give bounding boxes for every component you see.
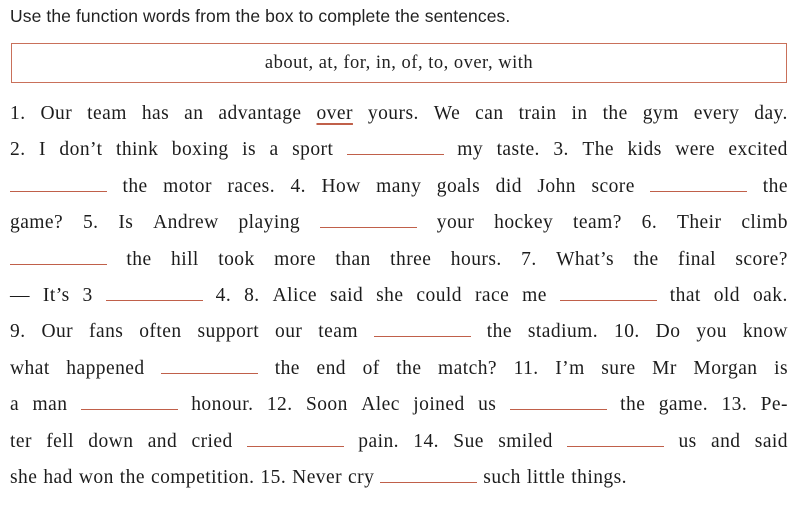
answer-blank[interactable] xyxy=(106,299,203,301)
word: 15. xyxy=(260,466,287,488)
word: us xyxy=(478,394,497,416)
word-box-text: about, at, for, in, of, to, over, with xyxy=(264,52,534,73)
word: cried xyxy=(191,430,233,452)
word: 12. xyxy=(266,394,293,416)
word: can xyxy=(475,103,504,124)
word: 7. xyxy=(521,248,537,270)
word: is xyxy=(774,357,788,379)
word: 10. xyxy=(614,321,640,343)
word: the xyxy=(126,248,152,270)
word: three xyxy=(390,248,432,270)
word: game? xyxy=(10,212,64,234)
word: pain. xyxy=(358,430,399,452)
word: 5. xyxy=(82,212,99,234)
word: races. xyxy=(227,175,276,197)
word: goals xyxy=(436,175,481,197)
word: 6. xyxy=(641,212,658,234)
word: did xyxy=(495,175,522,197)
word: race xyxy=(474,284,510,306)
text-line xyxy=(10,460,788,496)
word: than xyxy=(335,248,371,270)
word: I xyxy=(39,139,46,161)
word: know xyxy=(742,321,788,343)
word: the xyxy=(122,175,148,197)
word: has xyxy=(141,103,170,124)
word: stadium. xyxy=(527,321,599,343)
word: said xyxy=(754,430,788,452)
word: day. xyxy=(754,103,788,124)
word: fell xyxy=(46,430,74,452)
word: sure xyxy=(601,357,636,379)
word: old xyxy=(713,284,741,306)
answer-blank[interactable] xyxy=(567,445,664,447)
word: advantage xyxy=(218,103,302,124)
word: the xyxy=(633,248,659,270)
word: the xyxy=(396,357,422,379)
text-line xyxy=(10,242,788,278)
text-line xyxy=(10,314,788,350)
word: 9. xyxy=(10,321,26,343)
word: an xyxy=(184,103,204,124)
word: what xyxy=(10,357,50,379)
word: yours. xyxy=(367,103,419,124)
word: — xyxy=(10,284,30,306)
word: often xyxy=(139,321,182,343)
word: 3. xyxy=(553,139,569,161)
word: climb xyxy=(741,212,788,234)
text-line xyxy=(10,96,788,132)
word: me xyxy=(522,284,547,306)
word: 4. xyxy=(290,175,306,197)
word: I’m xyxy=(555,357,585,379)
word: end xyxy=(316,357,346,379)
word: Mr xyxy=(652,357,677,379)
word: We xyxy=(433,103,461,124)
word: Their xyxy=(677,212,722,234)
answer-blank[interactable] xyxy=(161,372,258,374)
answer-blank[interactable] xyxy=(81,408,178,410)
answer-blank[interactable] xyxy=(650,190,747,192)
word: support xyxy=(197,321,260,343)
text-line xyxy=(10,205,788,241)
word: down xyxy=(88,430,134,452)
text-line xyxy=(10,424,788,460)
answer-blank[interactable] xyxy=(374,335,471,337)
word: 2. xyxy=(10,139,26,161)
word: is xyxy=(242,139,257,161)
word: don’t xyxy=(59,139,103,161)
word: the xyxy=(602,103,628,124)
answer-blank[interactable] xyxy=(347,153,444,155)
word: match? xyxy=(438,357,498,379)
word: boxing xyxy=(171,139,229,161)
word: 3 xyxy=(82,284,93,306)
word: train xyxy=(518,103,557,124)
word: and xyxy=(710,430,741,452)
word: final xyxy=(678,248,716,270)
word: the xyxy=(486,321,512,343)
word-box xyxy=(11,43,787,83)
word: The xyxy=(582,139,615,161)
word: you xyxy=(696,321,727,343)
text-line xyxy=(10,351,788,387)
word: that xyxy=(669,284,701,306)
word: your xyxy=(436,212,475,234)
word: Alec xyxy=(361,394,400,416)
answer-blank[interactable] xyxy=(560,299,657,301)
word: 11. xyxy=(513,357,539,379)
word: sport xyxy=(292,139,334,161)
word: joined xyxy=(413,394,465,416)
exercise-instruction: Use the function words from the box to complete the sentences. xyxy=(10,6,511,26)
word: my xyxy=(457,139,484,161)
word: How xyxy=(321,175,361,197)
word: competition. xyxy=(150,466,255,488)
word: the xyxy=(620,394,646,416)
word: she xyxy=(10,466,38,488)
answer-blank[interactable] xyxy=(510,408,607,410)
word: 4. xyxy=(215,284,232,306)
word: 14. xyxy=(413,430,440,452)
word: could xyxy=(416,284,462,306)
word: What’s xyxy=(556,248,614,270)
word: Is xyxy=(118,212,134,234)
word: man xyxy=(32,394,68,416)
word: the xyxy=(119,466,145,488)
word: oak. xyxy=(752,284,788,306)
word: game. xyxy=(658,394,709,416)
word: in xyxy=(571,103,588,124)
answer-blank[interactable] xyxy=(320,226,417,228)
word: Soon xyxy=(305,394,348,416)
word: 8. xyxy=(244,284,260,306)
word: took xyxy=(218,248,255,270)
word: had xyxy=(43,466,73,488)
word: were xyxy=(675,139,715,161)
word: the xyxy=(762,175,788,197)
word: cry xyxy=(348,466,375,488)
example-answer: over xyxy=(316,103,353,124)
word: hockey xyxy=(494,212,554,234)
word: smiled xyxy=(498,430,553,452)
word: taste. xyxy=(496,139,540,161)
word: Our xyxy=(41,321,74,343)
answer-blank[interactable] xyxy=(10,263,107,265)
word: 13. xyxy=(721,394,748,416)
word: honour. xyxy=(191,394,254,416)
word: excited xyxy=(728,139,788,161)
word: a xyxy=(10,394,20,416)
word: John xyxy=(537,175,576,197)
word: ter xyxy=(10,430,32,452)
text-line xyxy=(10,278,788,314)
word: said xyxy=(329,284,364,306)
answer-blank[interactable] xyxy=(10,190,107,192)
word: hours. xyxy=(450,248,502,270)
word: such xyxy=(483,466,521,488)
word: score xyxy=(591,175,635,197)
word: think xyxy=(115,139,159,161)
word: us xyxy=(678,430,697,452)
word: happened xyxy=(66,357,145,379)
word: the xyxy=(274,357,300,379)
word: Andrew xyxy=(153,212,219,234)
exercise-text xyxy=(10,96,788,496)
word: team xyxy=(87,103,127,124)
word: team xyxy=(318,321,358,343)
word: hill xyxy=(171,248,199,270)
word: won xyxy=(78,466,114,488)
word: playing xyxy=(238,212,301,234)
word: and xyxy=(147,430,178,452)
text-line xyxy=(10,387,788,423)
word: our xyxy=(275,321,303,343)
word: little xyxy=(526,466,566,488)
word: It’s xyxy=(42,284,70,306)
word: Pe- xyxy=(760,394,788,416)
answer-blank[interactable] xyxy=(380,481,477,483)
word: Our xyxy=(40,103,73,124)
word: Do xyxy=(655,321,681,343)
text-line xyxy=(10,132,788,168)
word: a xyxy=(269,139,279,161)
word: Alice xyxy=(272,284,318,306)
word: more xyxy=(274,248,316,270)
word: Never xyxy=(292,466,343,488)
word: things. xyxy=(571,466,627,488)
word: Morgan xyxy=(693,357,758,379)
word: team? xyxy=(573,212,622,234)
word: gym xyxy=(642,103,679,124)
word: motor xyxy=(163,175,212,197)
word: Sue xyxy=(453,430,484,452)
word: kids xyxy=(627,139,662,161)
word: many xyxy=(376,175,422,197)
word: of xyxy=(362,357,380,379)
text-line xyxy=(10,169,788,205)
word: every xyxy=(693,103,740,124)
answer-blank[interactable] xyxy=(247,445,344,447)
word: she xyxy=(376,284,404,306)
word: 1. xyxy=(10,103,26,124)
word: fans xyxy=(89,321,124,343)
word: score? xyxy=(735,248,788,270)
